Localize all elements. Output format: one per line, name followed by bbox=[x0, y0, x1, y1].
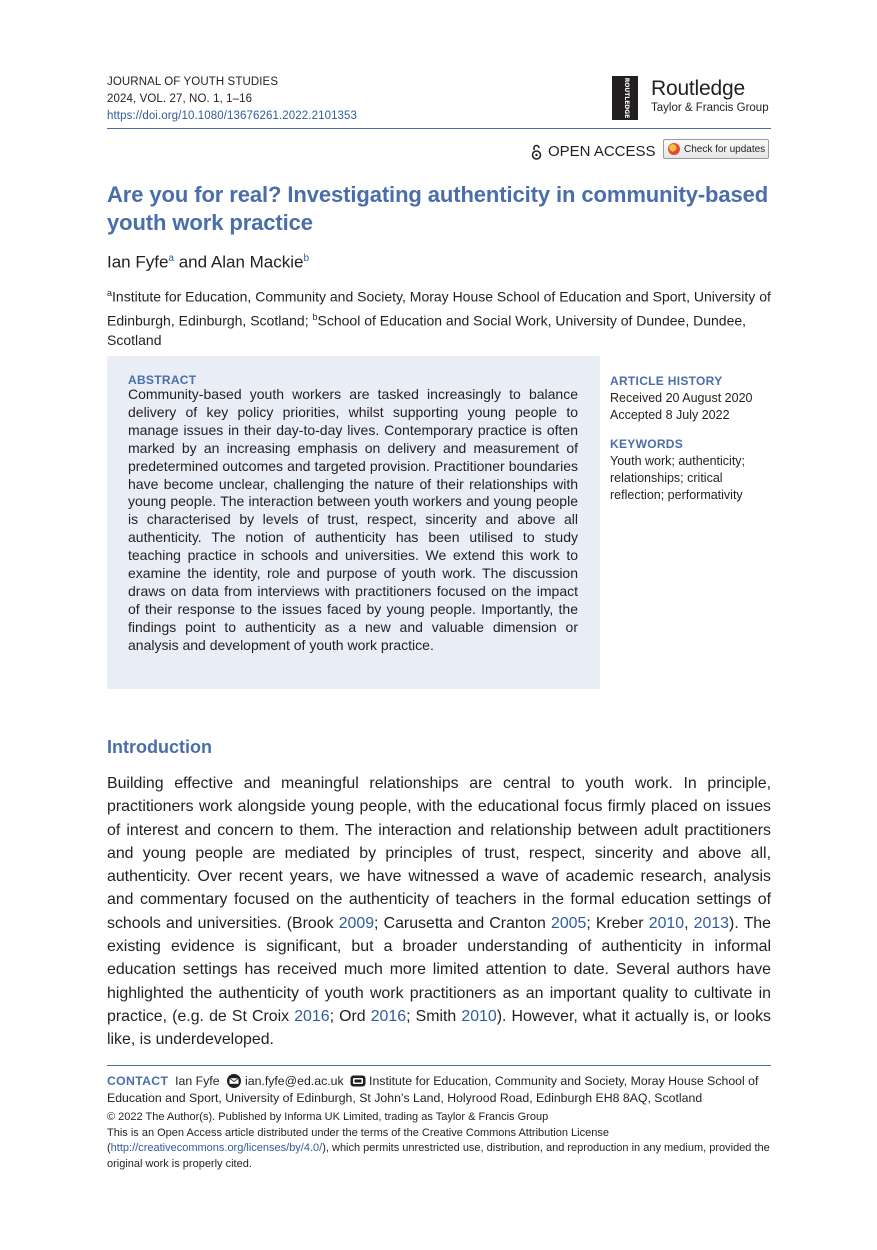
author-affil-marker[interactable]: b bbox=[303, 253, 310, 264]
paragraph-text: ). However, what it actually is, or looks like, is underdeveloped. bbox=[107, 1007, 771, 1049]
journal-info bbox=[107, 74, 357, 125]
citation-link[interactable]: 2005 bbox=[550, 914, 587, 932]
affil-marker: b bbox=[312, 311, 318, 322]
paragraph-text: , bbox=[684, 914, 694, 932]
svg-text:ROUTLEDGE: ROUTLEDGE bbox=[623, 77, 630, 119]
keywords-block bbox=[610, 436, 772, 504]
citation-link[interactable]: 2010 bbox=[648, 914, 685, 932]
doi-link[interactable]: https://doi.org/10.1080/13676261.2022.2101353 bbox=[107, 110, 358, 122]
postal-address-icon bbox=[350, 1074, 366, 1088]
citation-link[interactable]: 2016 bbox=[370, 1007, 407, 1025]
section-heading: Introduction bbox=[107, 737, 212, 757]
header-rule bbox=[107, 128, 771, 129]
keywords-heading: KEYWORDS bbox=[610, 437, 684, 451]
contact-label: CONTACT bbox=[107, 1074, 169, 1088]
received-date: Received 20 August 2020 bbox=[610, 391, 753, 405]
author-name: Ian Fyfe bbox=[107, 252, 169, 272]
routledge-logo-icon bbox=[612, 76, 638, 120]
open-access-badge bbox=[531, 143, 656, 160]
check-updates-button[interactable] bbox=[663, 139, 769, 159]
affiliation-a: Institute for Education, Community and Society, Moray House School of Education and Sport, University of Edinburgh, Edinburgh, Scotland; bbox=[107, 288, 771, 329]
publisher-logo bbox=[651, 77, 769, 116]
paragraph-text: ). The existing evidence is significant, but a broader understanding of authenticity in informal education settings has received much more limited attention to date. Several authors have highlighted the authenticity of youth work practitioners as an important quality to cultivate in practice, (e.g. de St Croix bbox=[107, 914, 771, 1025]
open-access-label: OPEN ACCESS bbox=[548, 143, 656, 160]
citation-link[interactable]: 2010 bbox=[461, 1007, 497, 1025]
accepted-date: Accepted 8 July 2022 bbox=[610, 408, 730, 422]
footer-rule bbox=[107, 1065, 771, 1066]
license-text bbox=[107, 1126, 771, 1173]
author-conjunction: and bbox=[178, 252, 208, 272]
copyright-block bbox=[107, 1110, 771, 1172]
contact-address: Institute for Education, Community and Society, Moray House School of Education and Sport, University of Edinburgh, St John’s Land, Holyrood Road, Edinburgh EH8 8AQ, Scotland bbox=[107, 1074, 759, 1105]
author-name: Alan Mackie bbox=[210, 252, 304, 272]
journal-name: JOURNAL OF YOUTH STUDIES bbox=[107, 76, 279, 88]
history-heading: ARTICLE HISTORY bbox=[610, 374, 723, 388]
paragraph-text: ; Carusetta and Cranton bbox=[374, 914, 551, 932]
author-affil-marker[interactable]: a bbox=[168, 253, 174, 264]
paragraph-text: ; Smith bbox=[406, 1007, 462, 1025]
check-updates-icon bbox=[668, 143, 680, 155]
email-link[interactable]: ian.fyfe@ed.ac.uk bbox=[245, 1074, 344, 1088]
article-title: Are you for real? Investigating authenticity in community-based youth work practice bbox=[107, 182, 769, 235]
open-access-lock-icon bbox=[531, 144, 542, 160]
publisher-group: Taylor & Francis Group bbox=[651, 102, 769, 114]
contact-name: Ian Fyfe bbox=[175, 1074, 220, 1088]
email-icon bbox=[226, 1074, 242, 1088]
license-text-part: This is an Open Access article distributed under the terms of the Creative Commons Attribution License ( bbox=[107, 1126, 609, 1154]
license-link[interactable]: http://creativecommons.org/licenses/by/4.0/ bbox=[110, 1142, 323, 1154]
citation-link[interactable]: 2009 bbox=[338, 914, 375, 932]
article-history bbox=[610, 373, 772, 424]
keywords-list: Youth work; authenticity; relationships; critical reflection; performativity bbox=[610, 454, 746, 502]
paragraph-text: ; Kreber bbox=[586, 914, 649, 932]
intro-paragraph bbox=[107, 772, 771, 1052]
check-updates-label: Check for updates bbox=[684, 143, 766, 155]
citation-link[interactable]: 2016 bbox=[294, 1007, 330, 1025]
affil-marker: a bbox=[107, 288, 113, 298]
license-text-part: ), which permits unrestricted use, distribution, and reproduction in any medium, provided the original work is properly cited. bbox=[107, 1142, 770, 1170]
affiliations bbox=[107, 283, 771, 350]
abstract-heading: ABSTRACT bbox=[128, 373, 197, 387]
affiliation-b: School of Education and Social Work, University of Dundee, Dundee, Scotland bbox=[107, 312, 747, 349]
copyright-line: © 2022 The Author(s). Published by Informa UK Limited, trading as Taylor & Francis Group bbox=[107, 1111, 549, 1123]
paragraph-text: Building effective and meaningful relationships are central to youth work. In principle, practitioners work alongside young people, with the educational focus firmly placed on issues of interest and concern to them. The interaction and relationship between adult practitioners and young people are mediated by principles of trust, respect, sincerity and above all, authenticity. Over recent years, we have witnessed a wave of academic research, analysis and commentary focused on the authenticity of teachers in the formal education settings of schools and universities. (Brook bbox=[107, 775, 771, 932]
contact-block bbox=[107, 1073, 771, 1106]
volume-line: 2024, VOL. 27, NO. 1, 1–16 bbox=[107, 93, 253, 105]
abstract-text: Community-based youth workers are tasked increasingly to balance delivery of key policy priorities, whilst supporting young people to manage issues in their day-to-day lives. Contemporary practice is often marked by an increasing emphasis on delivery and measurement of predetermined outcomes and targeted provision. Practitioner boundaries have become unclear, challenging the nature of their relationships with young people. The interaction between youth workers and young people is characterised by levels of trust, respect, sincerity and above all authenticity. The notion of authenticity has been utilised to study teaching practice in schools and universities. We extend this work to examine the identity, role and purpose of youth work. The discussion draws on data from interviews with practitioners focused on the impact of their response to the issues faced by young people. Importantly, the findings point to authenticity as a new and valuable dimension or analysis and development of youth work practice. bbox=[128, 386, 578, 653]
paragraph-text: ; Ord bbox=[329, 1007, 371, 1025]
citation-link[interactable]: 2013 bbox=[693, 914, 730, 932]
author-line bbox=[107, 248, 309, 274]
publisher-name: Routledge bbox=[651, 77, 745, 100]
